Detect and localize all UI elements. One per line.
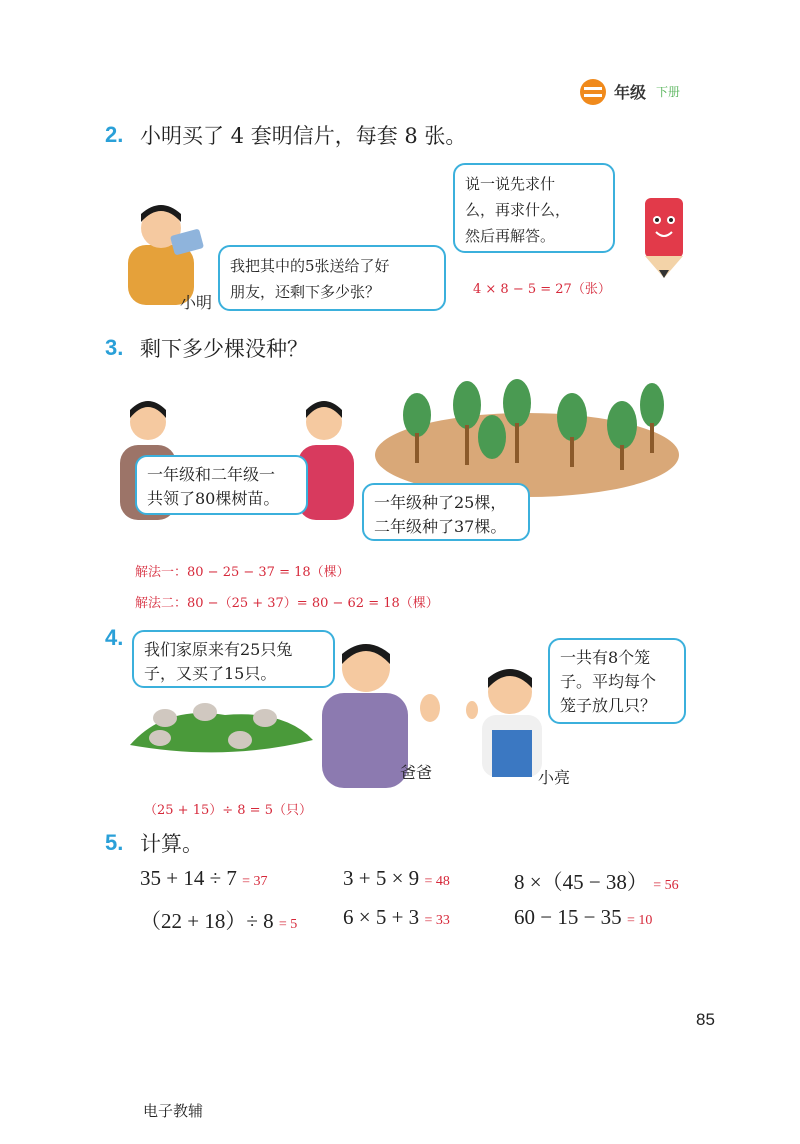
question-text-3: 剩下多少棵没种？ xyxy=(140,337,308,361)
q4-answer: （25 + 15）÷ 8 = 5（只） xyxy=(144,803,312,818)
question-number-3: 3. xyxy=(105,335,124,360)
xiaoliang-speech-bubble xyxy=(548,638,686,724)
page-number: 85 xyxy=(696,1010,715,1029)
bubble-line: 一年级和二年级一 xyxy=(147,465,276,484)
xiaoming-speech-bubble xyxy=(218,245,446,311)
calc-expression: 35 + 14 ÷ 7 xyxy=(140,866,237,890)
dad-speech-bubble xyxy=(132,630,335,688)
xiaoliang-label: 小亮 xyxy=(538,768,571,787)
bubble-line: 笼子放几只？ xyxy=(560,696,657,715)
grade-badge-icon xyxy=(578,78,608,106)
calc-result: = 48 xyxy=(424,874,450,889)
bubble-line: 朋友，还剩下多少张？ xyxy=(230,283,381,301)
bubble-line: 二年级种了37棵。 xyxy=(374,517,507,536)
pencil-mascot-illustration xyxy=(635,190,695,280)
calc-expression: 60 − 15 − 35 xyxy=(514,905,622,929)
xiaoming-label: 小明 xyxy=(180,293,213,312)
calc-item xyxy=(514,905,652,930)
question-text-2: 小明买了 4 套明信片，每套 8 张。 xyxy=(140,124,467,148)
q3-answer-1: 解法一：80 − 25 − 37 = 18（棵） xyxy=(135,565,350,580)
calc-result: = 33 xyxy=(424,913,450,928)
bubble-line: 么，再求什么， xyxy=(465,201,571,219)
pencil-tip-bubble xyxy=(453,163,615,253)
calc-item xyxy=(514,866,679,896)
calc-result: = 56 xyxy=(653,878,679,893)
calc-result: = 10 xyxy=(626,913,653,928)
dad-label: 爸爸 xyxy=(400,763,433,782)
q2-answer: 4 × 8 − 5 = 27（张） xyxy=(473,282,611,297)
xiaoliang-illustration xyxy=(462,660,552,780)
bubble-line: 子，又买了15只。 xyxy=(144,664,277,683)
q3-answer-2: 解法二：80 −（25 + 37）= 80 − 62 = 18（棵） xyxy=(135,596,439,611)
question-number-4: 4. xyxy=(105,625,124,650)
teacher-right-bubble xyxy=(362,483,530,541)
calc-result: = 37 xyxy=(242,874,268,889)
bubble-line: 然后再解答。 xyxy=(465,227,556,245)
watermark: 电子教辅 xyxy=(143,1102,204,1120)
bubble-line: 一共有8个笼 xyxy=(560,648,651,667)
bubble-line: 一年级种了25棵， xyxy=(374,493,507,512)
question-number-5: 5. xyxy=(105,830,124,855)
bubble-line: 说一说先求什 xyxy=(465,175,556,193)
volume-label: 下册 xyxy=(656,85,681,99)
question-text-5: 计算。 xyxy=(140,832,203,856)
rabbits-illustration xyxy=(125,690,315,760)
question-number-2: 2. xyxy=(105,122,124,147)
bubble-line: 子。平均每个 xyxy=(560,672,657,691)
grade-header xyxy=(578,78,698,106)
calc-item xyxy=(343,866,450,891)
bubble-line: 我们家原来有25只兔 xyxy=(144,640,293,659)
calc-item xyxy=(140,866,268,891)
calc-expression: （22 + 18）÷ 8 xyxy=(140,909,274,933)
grade-label: 年级 xyxy=(614,83,647,102)
calc-item xyxy=(140,905,297,935)
calc-expression: 6 × 5 + 3 xyxy=(343,905,420,929)
bubble-line: 我把其中的5张送给了好 xyxy=(230,257,390,275)
calc-item xyxy=(343,905,450,930)
calc-expression: 8 ×（45 − 38） xyxy=(514,870,648,894)
calc-result: = 5 xyxy=(278,917,298,932)
teacher-left-bubble xyxy=(135,455,308,515)
calc-expression: 3 + 5 × 9 xyxy=(343,866,420,890)
bubble-line: 共领了80棵树苗。 xyxy=(147,489,280,508)
